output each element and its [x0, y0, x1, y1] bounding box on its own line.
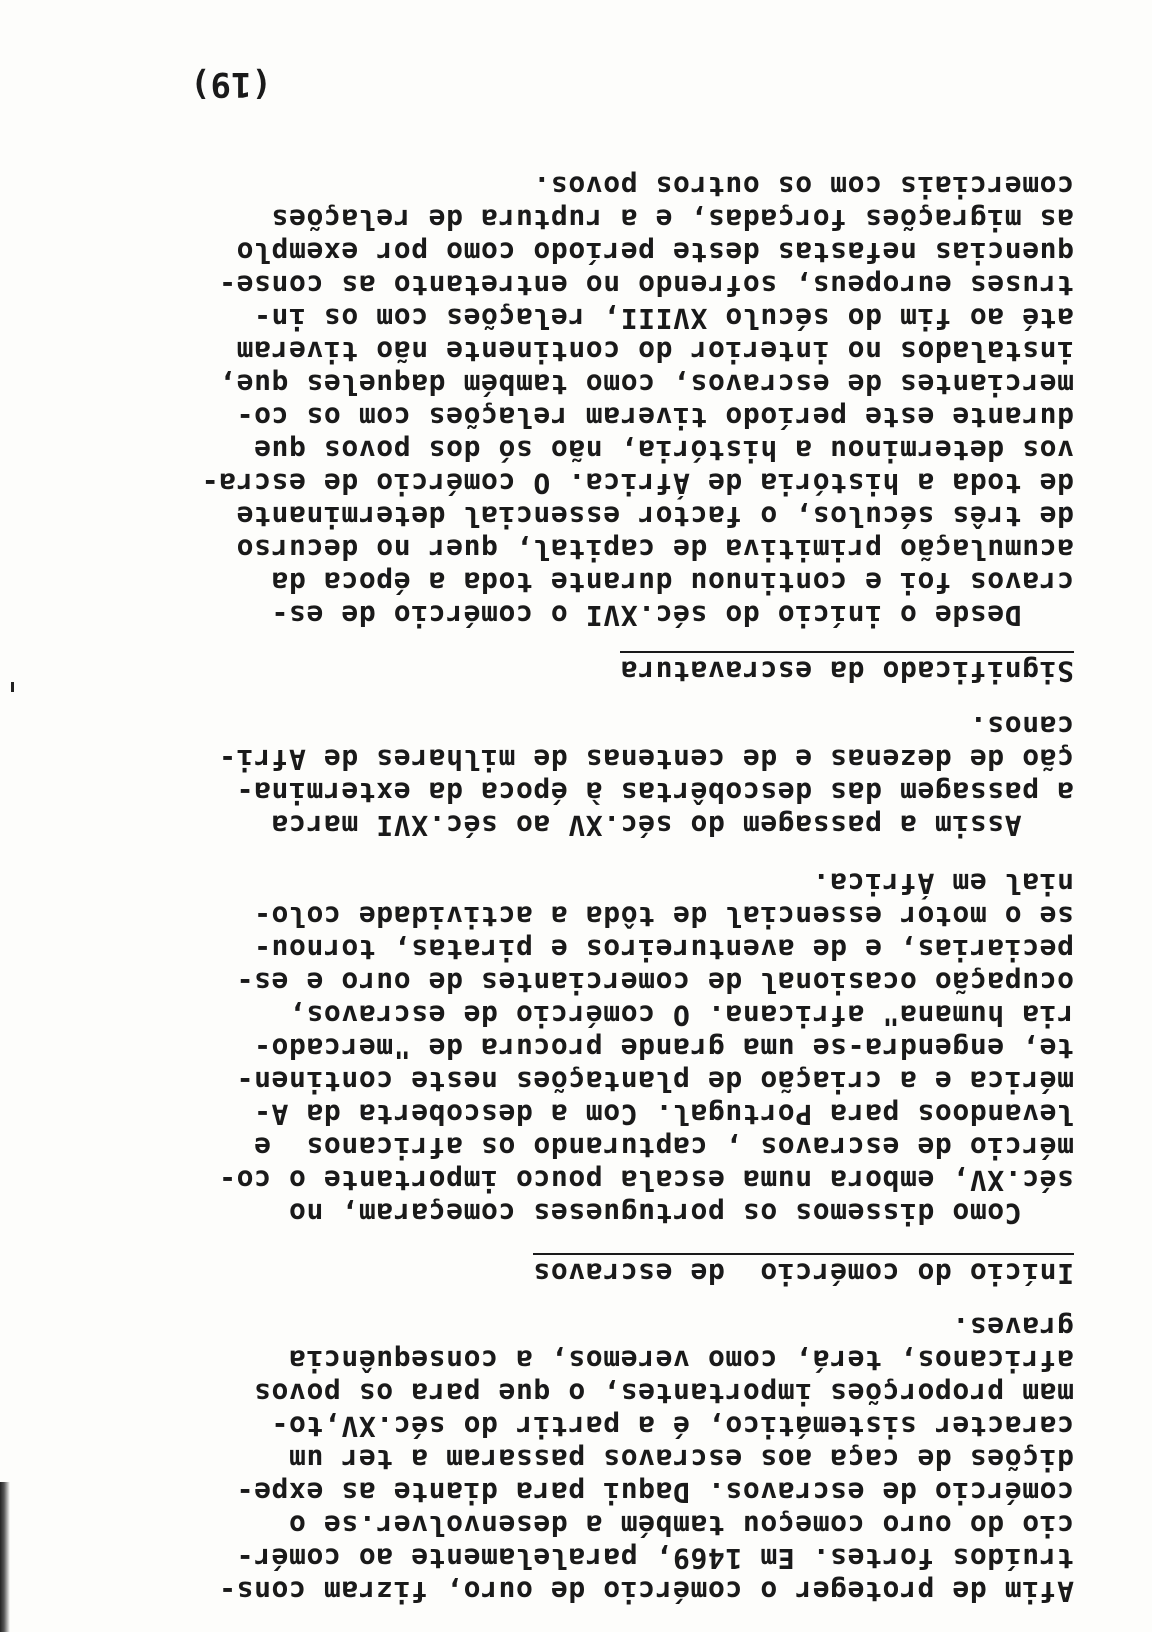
text-line: se o motor essencial de tôda a actividade colo-: [253, 900, 1074, 933]
text-line: merciantes de escravos, como também daqueles que,: [218, 368, 1074, 401]
text-line: instalados no interior do continente não tiveram: [236, 335, 1074, 368]
text-line: graves.: [951, 1311, 1074, 1344]
text-line: mércio de escravos , capturando os africanos e: [253, 1131, 1074, 1164]
text-line: ocupação ocasional de comerciantes de ouro e es-: [236, 966, 1074, 999]
text-line: cravos foi e continuou durante toda a época da: [270, 566, 1074, 599]
scan-edge-shadow: [0, 1482, 10, 1632]
page-number: (19): [190, 64, 272, 104]
text-line: a passagem das descobêrtas à época da extermina-: [236, 776, 1074, 809]
text-line: durante este período tiveram relações com os co-: [236, 401, 1074, 434]
text-line: acumulação primitiva de capital, quer no decurso: [236, 533, 1074, 566]
text-line: comércio de escravos. Daqui para diante as expe-: [236, 1476, 1074, 1509]
text-line: africanos, terá, como veremos, a consequência: [288, 1344, 1074, 1377]
text-line: Desde o início do séc.XVI o comércio de es-: [270, 599, 1074, 632]
text-line: levandoos para Portugal. Com a descoberta da A-: [253, 1098, 1074, 1131]
text-line: ção de dezenas e de centenas de milhares de Afri-: [218, 743, 1074, 776]
scan-mark: [11, 682, 14, 692]
text-line: vos determinou a história, não só dos povos que: [253, 434, 1074, 467]
text-line: de três séculos, o factor essencial determinante: [236, 500, 1074, 533]
section-heading: Início do comércio de escravos: [533, 1253, 1074, 1290]
text-line: até ao fim do século XVIII, relações com os in-: [253, 302, 1074, 335]
text-line: de toda a história de África. O comércio de escra-: [201, 467, 1074, 500]
text-line: canos.: [969, 710, 1074, 743]
text-line: Assim a passagem do séc.XV ao séc.XVI marca: [270, 809, 1074, 842]
text-line: caracter sistemático, é a partir do séc.XV,to-: [270, 1410, 1074, 1443]
text-line: as migrações forçadas, e a ruptura de relações: [270, 203, 1074, 236]
text-line: quencias nefastas deste período como por exemplo: [236, 236, 1074, 269]
text-line: séc.XV, embora numa escala pouco importante o co-: [218, 1164, 1074, 1197]
text-line: peciarias, e de aventureiros e piratas, tornou-: [253, 933, 1074, 966]
text-line: mam proporções importantes, o que para os povos: [253, 1377, 1074, 1410]
text-line: truses europeus, sofrendo no entretanto as conse-: [218, 269, 1074, 302]
text-line: truídos fortes. Em 1469, paralelamente ao comér-: [236, 1542, 1074, 1575]
text-line: cio do ouro começou também a desenvolver.se o: [288, 1509, 1074, 1542]
text-line: Afim de proteger o comércio de ouro, fizram cons-: [218, 1575, 1074, 1608]
text-line: dições de caça aos escravos passaram a ter um: [288, 1443, 1074, 1476]
text-line: mérica e a criação de plantações neste continen-: [236, 1065, 1074, 1098]
text-line: Como dissemos os portugueses começaram, no: [288, 1197, 1074, 1230]
text-line: ria humana" africana. O comércio de escravos,: [288, 999, 1074, 1032]
text-line: nial em África.: [812, 867, 1074, 900]
section-heading: Significado da escravatura: [620, 651, 1074, 688]
text-line: te, engendra-se uma grande procura de "mercado-: [253, 1032, 1074, 1065]
text-line: comerciais com os outros povos.: [532, 170, 1074, 203]
